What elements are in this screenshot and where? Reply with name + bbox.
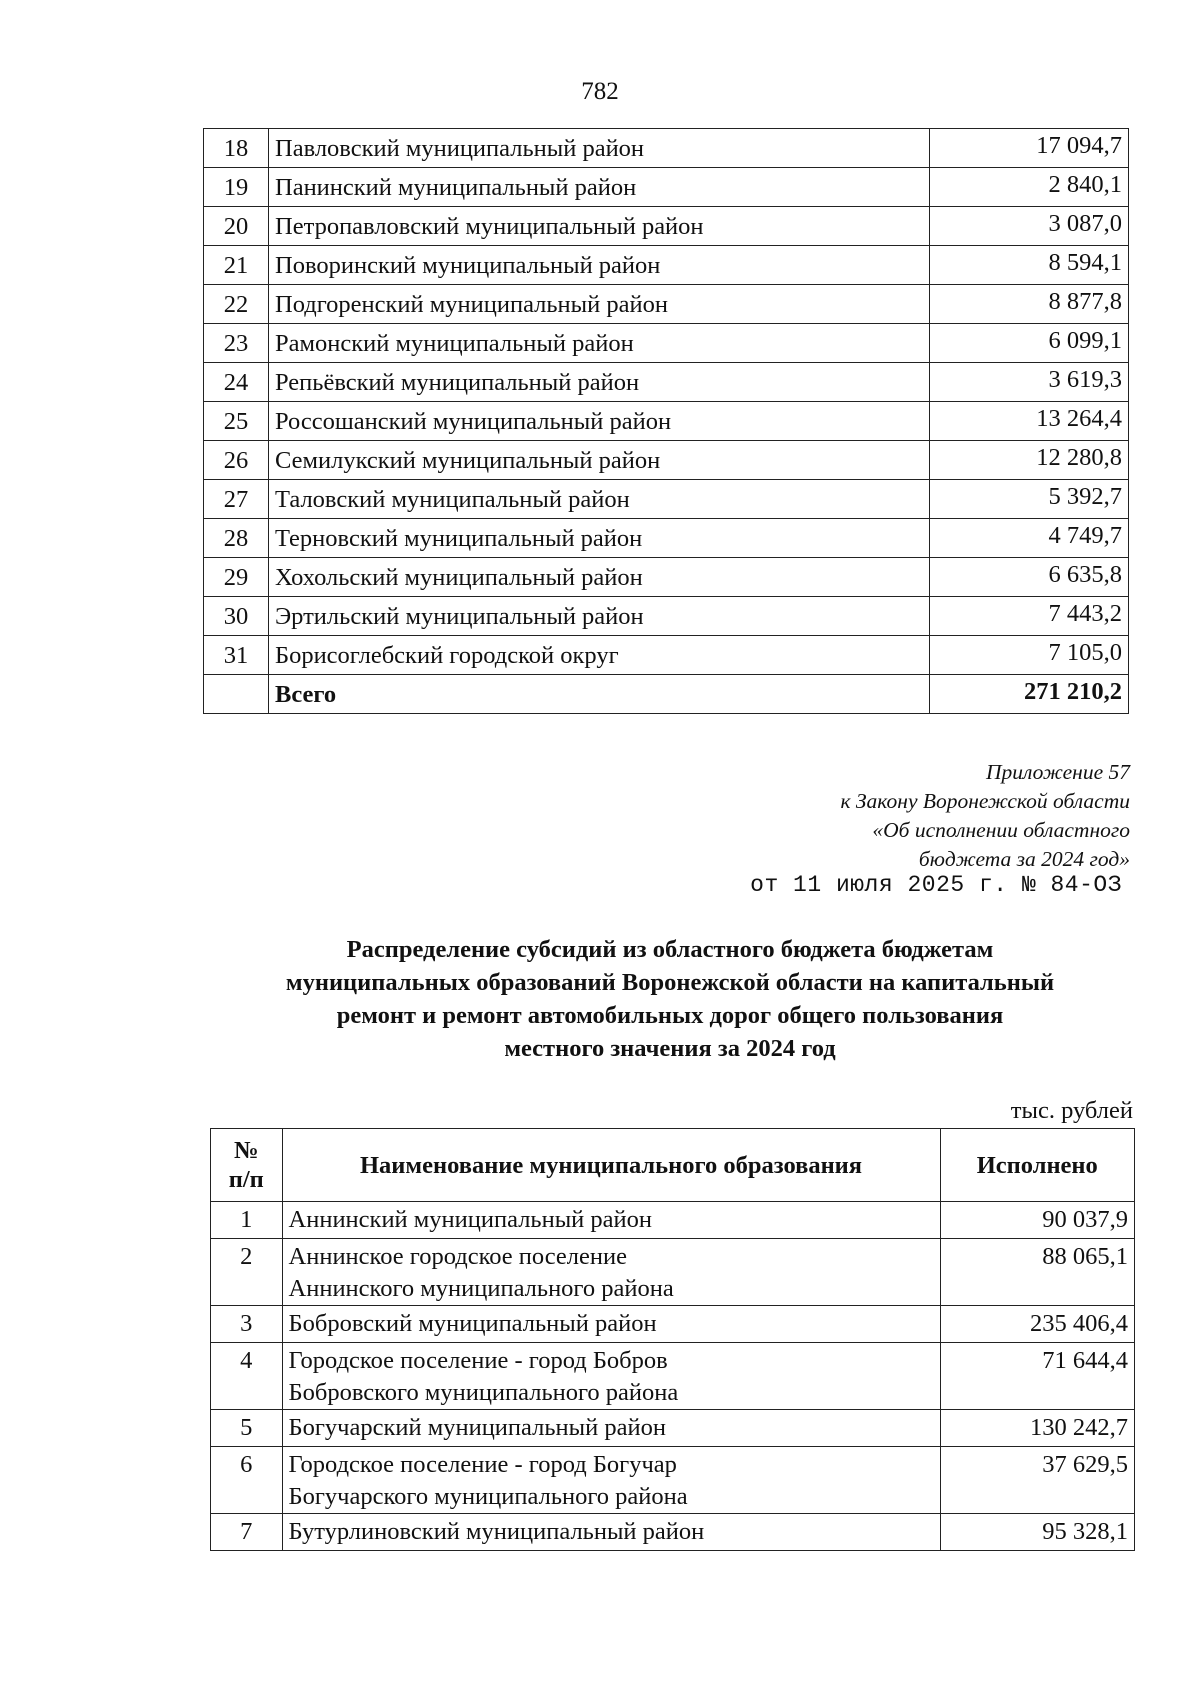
municipality-name xyxy=(282,1239,940,1306)
municipality-name: Поворинский муниципальный район xyxy=(269,246,930,285)
amount: 8 594,1 xyxy=(930,246,1129,285)
amount: 3 087,0 xyxy=(930,207,1129,246)
name-line: Городское поселение - город Богучар xyxy=(288,1451,677,1478)
row-number: 18 xyxy=(204,129,269,168)
row-number: 30 xyxy=(204,597,269,636)
municipality-name: Репьёвский муниципальный район xyxy=(269,363,930,402)
name-line: Богучарского муниципального района xyxy=(288,1483,688,1510)
row-number: 20 xyxy=(204,207,269,246)
amount: 4 749,7 xyxy=(930,519,1129,558)
total-row xyxy=(204,675,1129,714)
title-line: Распределение субсидий из областного бюджета бюджетам xyxy=(346,936,994,963)
total-label: Всего xyxy=(269,675,930,714)
table-row xyxy=(204,519,1129,558)
name-line: Бутурлиновский муниципальный район xyxy=(288,1518,705,1545)
table-row xyxy=(204,168,1129,207)
table-row xyxy=(204,558,1129,597)
table-row xyxy=(204,480,1129,519)
title-line: ремонт и ремонт автомобильных дорог общего пользования xyxy=(336,1002,1004,1029)
name-line: Аннинское городское поселение xyxy=(288,1243,627,1270)
municipality-name: Таловский муниципальный район xyxy=(269,480,930,519)
amount: 6 099,1 xyxy=(930,324,1129,363)
municipality-name: Хохольский муниципальный район xyxy=(269,558,930,597)
appendix-date: от 11 июля 2025 г. № 84-ОЗ xyxy=(750,872,1122,898)
amount: 17 094,7 xyxy=(930,129,1129,168)
amount: 71 644,4 xyxy=(940,1343,1134,1410)
municipality-name xyxy=(282,1306,940,1343)
table-row xyxy=(211,1447,1135,1514)
row-number: 4 xyxy=(211,1343,283,1410)
table-row xyxy=(204,324,1129,363)
total-amount: 271 210,2 xyxy=(930,675,1129,714)
municipality-name: Россошанский муниципальный район xyxy=(269,402,930,441)
row-number: 6 xyxy=(211,1447,283,1514)
name-line: Городское поселение - город Бобров xyxy=(288,1347,668,1374)
name-line: Аннинского муниципального района xyxy=(288,1275,674,1302)
municipality-name: Панинский муниципальный район xyxy=(269,168,930,207)
header-name: Наименование муниципального образования xyxy=(282,1129,940,1202)
document-title xyxy=(200,933,1140,1065)
table-row xyxy=(204,597,1129,636)
subsidies-table-continuation xyxy=(203,128,1129,714)
title-line: муниципальных образований Воронежской области на капитальный xyxy=(285,969,1055,996)
table-row xyxy=(204,402,1129,441)
name-line: Бобровского муниципального района xyxy=(288,1379,679,1406)
name-line: Богучарский муниципальный район xyxy=(288,1414,666,1441)
municipality-name: Павловский муниципальный район xyxy=(269,129,930,168)
municipality-name: Терновский муниципальный район xyxy=(269,519,930,558)
row-number: 19 xyxy=(204,168,269,207)
table-row xyxy=(204,285,1129,324)
row-number: 25 xyxy=(204,402,269,441)
road-subsidies-table xyxy=(210,1128,1135,1551)
table-row xyxy=(211,1343,1135,1410)
header-value: Исполнено xyxy=(940,1129,1134,1202)
name-line: Бобровский муниципальный район xyxy=(288,1310,657,1337)
row-number: 21 xyxy=(204,246,269,285)
amount: 95 328,1 xyxy=(940,1514,1134,1551)
row-number: 2 xyxy=(211,1239,283,1306)
municipality-name: Рамонский муниципальный район xyxy=(269,324,930,363)
name-line: Аннинский муниципальный район xyxy=(288,1206,652,1233)
amount: 37 629,5 xyxy=(940,1447,1134,1514)
title-line: местного значения за 2024 год xyxy=(504,1035,836,1062)
municipality-name xyxy=(282,1514,940,1551)
table-row xyxy=(204,129,1129,168)
municipality-name xyxy=(282,1410,940,1447)
header-number-line1: № xyxy=(233,1137,259,1164)
row-number: 29 xyxy=(204,558,269,597)
appendix-law: к Закону Воронежской области xyxy=(840,789,1130,813)
municipality-name: Семилукский муниципальный район xyxy=(269,441,930,480)
amount: 8 877,8 xyxy=(930,285,1129,324)
municipality-name: Петропавловский муниципальный район xyxy=(269,207,930,246)
municipality-name: Эртильский муниципальный район xyxy=(269,597,930,636)
amount: 13 264,4 xyxy=(930,402,1129,441)
row-number: 27 xyxy=(204,480,269,519)
table-row xyxy=(204,636,1129,675)
row-number: 22 xyxy=(204,285,269,324)
header-number-line2: п/п xyxy=(228,1166,264,1193)
appendix-note xyxy=(840,758,1130,874)
table-row xyxy=(211,1306,1135,1343)
appendix-law-title-1: «Об исполнении областного xyxy=(872,818,1130,842)
amount: 2 840,1 xyxy=(930,168,1129,207)
municipality-name xyxy=(282,1447,940,1514)
amount: 5 392,7 xyxy=(930,480,1129,519)
header-number xyxy=(211,1129,283,1202)
municipality-name xyxy=(282,1343,940,1410)
row-number: 3 xyxy=(211,1306,283,1343)
row-number: 23 xyxy=(204,324,269,363)
appendix-number: Приложение 57 xyxy=(986,760,1130,784)
amount: 235 406,4 xyxy=(940,1306,1134,1343)
table-row xyxy=(211,1514,1135,1551)
row-number: 24 xyxy=(204,363,269,402)
row-number: 31 xyxy=(204,636,269,675)
row-number: 28 xyxy=(204,519,269,558)
amount: 90 037,9 xyxy=(940,1202,1134,1239)
row-number: 26 xyxy=(204,441,269,480)
row-number: 5 xyxy=(211,1410,283,1447)
page-number: 782 xyxy=(581,78,619,105)
amount: 7 443,2 xyxy=(930,597,1129,636)
table-row xyxy=(204,441,1129,480)
amount: 6 635,8 xyxy=(930,558,1129,597)
amount: 88 065,1 xyxy=(940,1239,1134,1306)
appendix-law-title-2: бюджета за 2024 год» xyxy=(918,847,1130,871)
amount: 12 280,8 xyxy=(930,441,1129,480)
unit-label: тыс. рублей xyxy=(1010,1097,1133,1124)
table-row xyxy=(204,207,1129,246)
table-header xyxy=(211,1129,1135,1202)
table-row xyxy=(211,1202,1135,1239)
table-row xyxy=(211,1239,1135,1306)
row-number: 7 xyxy=(211,1514,283,1551)
table-row xyxy=(211,1410,1135,1447)
municipality-name: Подгоренский муниципальный район xyxy=(269,285,930,324)
amount: 130 242,7 xyxy=(940,1410,1134,1447)
table-row xyxy=(204,363,1129,402)
municipality-name xyxy=(282,1202,940,1239)
amount: 7 105,0 xyxy=(930,636,1129,675)
municipality-name: Борисоглебский городской округ xyxy=(269,636,930,675)
amount: 3 619,3 xyxy=(930,363,1129,402)
table-row xyxy=(204,246,1129,285)
row-number: 1 xyxy=(211,1202,283,1239)
empty-cell xyxy=(204,675,269,714)
